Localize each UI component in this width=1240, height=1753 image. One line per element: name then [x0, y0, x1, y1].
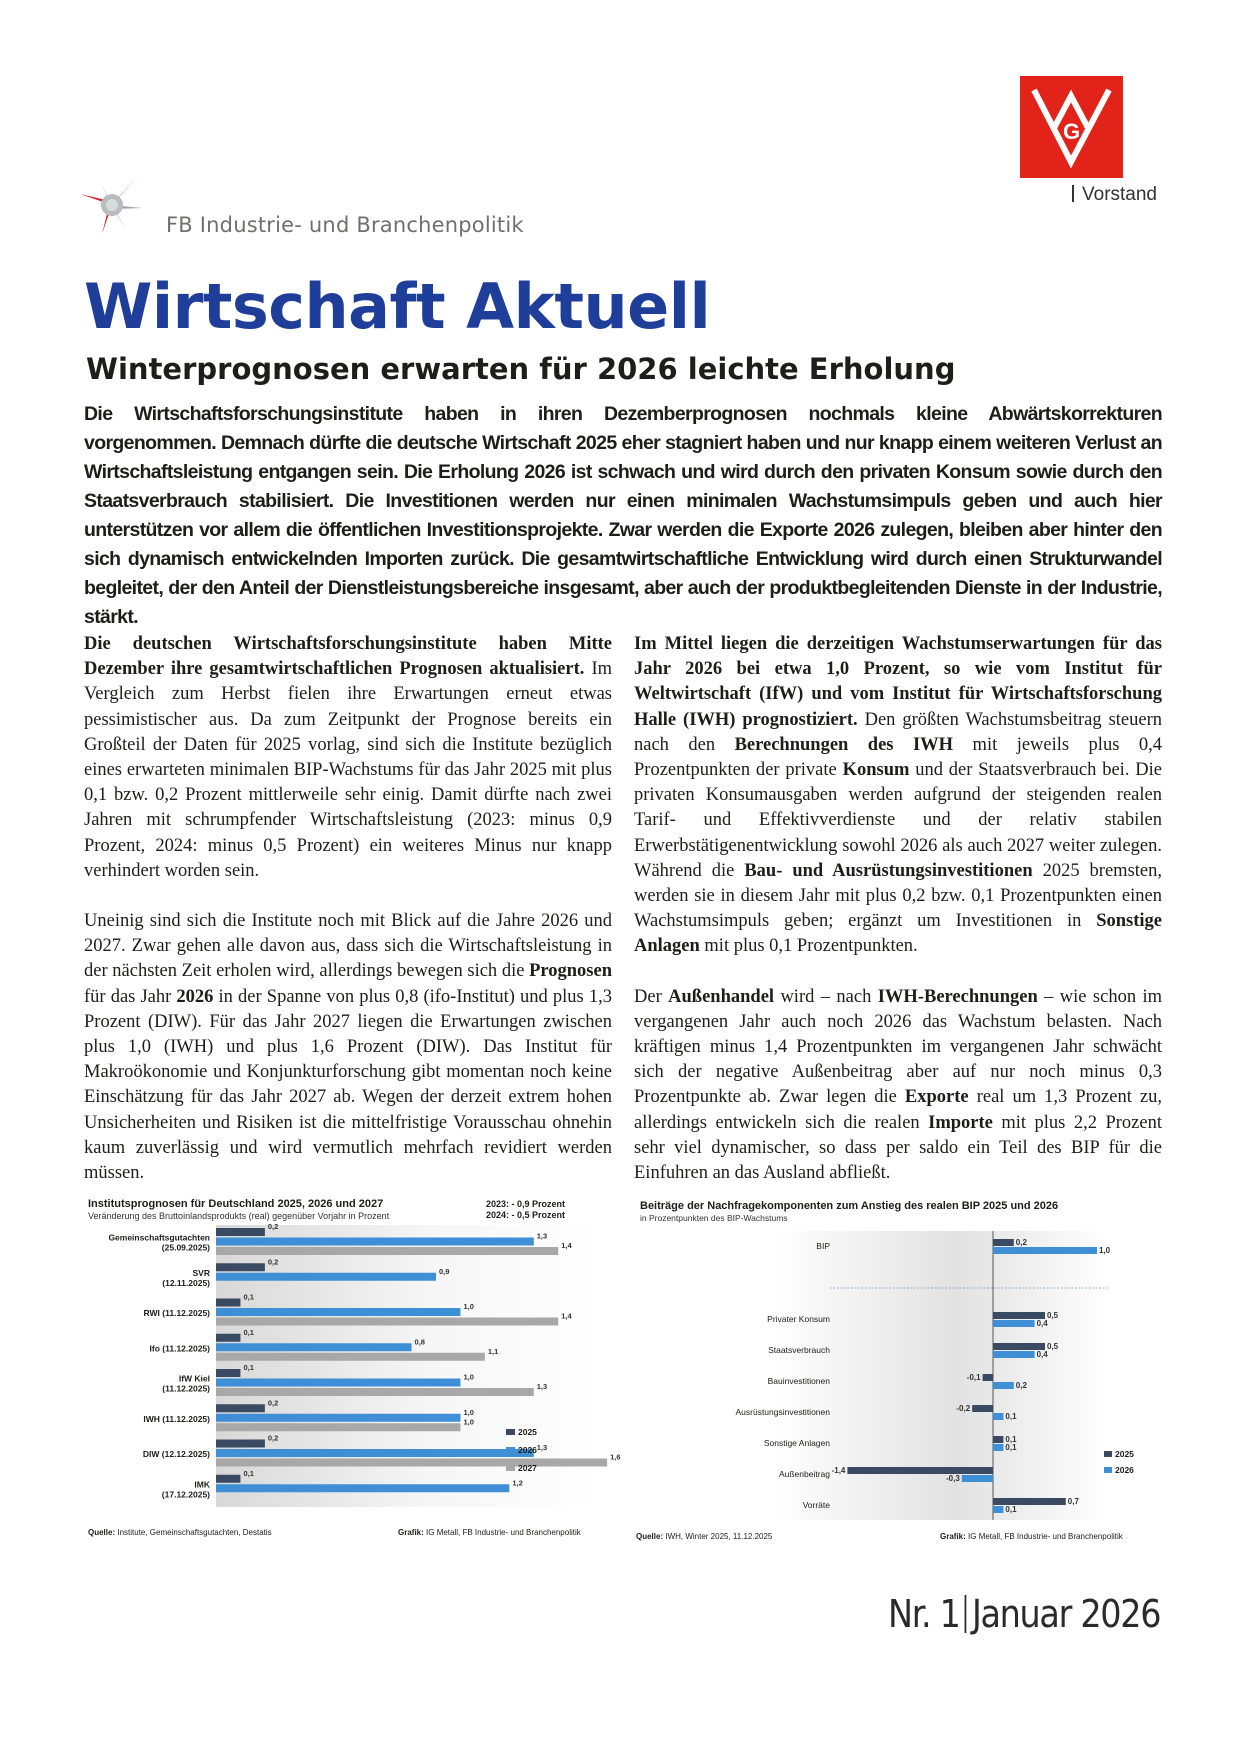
bar-value-label: 0,9: [439, 1266, 450, 1276]
bar-value-label: 1,3: [536, 1231, 548, 1241]
category-label: IWH (11.12.2025): [143, 1413, 210, 1424]
p4-bold-3: Exporte: [904, 1087, 969, 1108]
bar-2026: [993, 1320, 1035, 1327]
category-label: (25.09.2025): [161, 1242, 210, 1253]
p2-text-c: für das Jahr: [84, 986, 177, 1007]
p3-bold-3: Bau- und Ausrüstungsinvestitionen: [744, 860, 1033, 881]
category-label: (12.11.2025): [162, 1277, 210, 1288]
bar-2025: [216, 1440, 265, 1448]
p3-bold-2: Konsum: [842, 760, 910, 781]
p3-text-f: mit plus 0,1 Prozentpunkten.: [699, 936, 918, 957]
bar-value-label: 1,1: [487, 1346, 499, 1356]
bar-2027: [216, 1388, 534, 1396]
bar-2025: [983, 1374, 993, 1381]
category-label: DIW (12.12.2025): [142, 1449, 210, 1460]
body-column-right: [634, 632, 1162, 1211]
bar-2025: [972, 1405, 993, 1412]
demand-contribution-chart: [630, 1195, 1170, 1555]
chart-title: Institutsprognosen für Deutschland 2025, 2026 und 2027: [88, 1198, 384, 1210]
category-label: SVR: [192, 1267, 210, 1278]
bar-2025: [993, 1312, 1045, 1319]
bar-value-label: 0,2: [1015, 1238, 1027, 1247]
bar-value-label: -0,3: [946, 1474, 960, 1483]
paragraph-3: [634, 632, 1162, 960]
bar-value-label: -1,4: [831, 1466, 846, 1475]
issue-date: Januar 2026: [971, 1592, 1161, 1636]
bar-2025: [847, 1467, 993, 1474]
bar-value-label: 0,5: [1047, 1311, 1059, 1320]
category-label: Sonstige Anlagen: [763, 1438, 830, 1448]
bar-2026: [216, 1379, 460, 1387]
source-label: Quelle:: [636, 1532, 664, 1541]
category-label: Außenbeitrag: [778, 1469, 830, 1479]
bar-2026: [216, 1449, 534, 1457]
category-label: Staatsverbrauch: [768, 1345, 830, 1355]
bar-value-label: 1,4: [561, 1311, 572, 1321]
bar-value-label: 1,0: [463, 1407, 474, 1417]
bar-value-label: 0,1: [243, 1363, 254, 1372]
bar-2025: [216, 1404, 265, 1412]
p2-text-a: Uneinig sind sich die Institute noch mit Blick auf die Jahre 2026 und 2027. Zwar gehen alle davon aus, dass sich die Wirtschaftsleistung in der nächsten Zeit erholen wird, allerdings bewegen sich die: [84, 911, 612, 982]
legend-swatch: [506, 1429, 515, 1435]
bar-value-label: 1,0: [463, 1372, 474, 1382]
bar-value-label: 0,1: [1005, 1443, 1017, 1452]
category-label: (17.12.2025): [161, 1489, 210, 1500]
p3-text-a: Den größten Wachstumsbeitrag steuern nach den: [634, 709, 1162, 755]
bar-2026: [216, 1238, 534, 1246]
bar-value-label: 0,7: [1067, 1497, 1079, 1506]
logo-lettering: G: [1062, 119, 1081, 144]
bar-2027: [216, 1423, 460, 1431]
bar-2025: [216, 1228, 265, 1236]
chart-note: 2023: - 0,9 Prozent: [486, 1199, 566, 1209]
p1-bold: Die deutschen Wirtschaftsforschungsinstitute haben Mitte Dezember ihre gesamtwirtschaftlichen Prognosen aktualisiert.: [84, 634, 612, 680]
ig-metall-logo: [1020, 76, 1123, 178]
p3-bold: Im Mittel liegen die derzeitigen Wachstumserwartungen für das Jahr 2026 bei etwa 1,0 Prozent, so wie vom Institut für Weltwirtschaft (IfW) und vom Institut für Wirtschaftsforschung Halle (IWH) prognostiziert.: [634, 634, 1162, 730]
vorstand-label: [1072, 184, 1157, 206]
p4-text-f: mit plus 2,2 Prozent sehr viel dynamischer, so dass per saldo ein Teil des BIP für die Einfuhren an das Ausland abfließt.: [634, 1112, 1162, 1184]
legend-label: 2025: [1115, 1449, 1134, 1459]
bar-value-label: 1,2: [512, 1478, 523, 1488]
institute-forecast-chart: [84, 1195, 621, 1555]
bar-value-label: 0,2: [1015, 1381, 1027, 1390]
bar-value-label: 0,1: [1005, 1505, 1017, 1514]
bar-2026: [216, 1308, 460, 1316]
chart-subtitle: in Prozentpunkten des BIP-Wachstums: [640, 1213, 788, 1223]
p2-bold-2: 2026: [176, 986, 214, 1007]
p4-text-d: – wie schon im vergangenen Jahr auch noch 2026 das Wachstum belasten. Nach kräftigen minus 1,4 Prozentpunkten im vergangenen Jahr schwächt sich der negative Außenbeitrag aber auf nur noch minus 0,3 Prozentpunkte ab. Zwar legen die: [634, 986, 1162, 1108]
category-label: Vorräte: [802, 1500, 830, 1510]
legend-swatch: [506, 1447, 515, 1453]
legend-label: 2026: [1115, 1465, 1134, 1475]
legend-swatch: [1104, 1467, 1112, 1473]
category-label: Ausrüstungsinvestitionen: [735, 1407, 830, 1417]
p3-text-c: mit jeweils plus 0,4 Prozentpunkten der private: [634, 734, 1162, 781]
chart-credit: [940, 1532, 1124, 1541]
p3-bold-1: Berechnungen des IWH: [734, 734, 954, 755]
bar-value-label: 0,8: [414, 1337, 425, 1347]
bar-value-label: 0,2: [267, 1222, 279, 1231]
bar-value-label: 0,2: [267, 1398, 279, 1408]
bar-value-label: 1,4: [561, 1241, 572, 1250]
bar-value-label: 1,0: [463, 1302, 474, 1311]
bar-value-label: 1,0: [463, 1417, 474, 1427]
legend-swatch: [506, 1465, 515, 1471]
category-label: Bauinvestitionen: [767, 1376, 830, 1386]
paragraph-1: [84, 632, 612, 884]
category-label: IfW Kiel: [178, 1373, 210, 1384]
bar-value-label: 0,1: [243, 1327, 254, 1337]
bar-2026: [993, 1382, 1014, 1389]
body-column-left: [84, 632, 612, 1211]
legend-label: 2025: [518, 1427, 537, 1437]
bar-value-label: 0,1: [243, 1468, 254, 1478]
chart-title: Beiträge der Nachfragekomponenten zum Anstieg des realen BIP 2025 und 2026: [640, 1200, 1059, 1212]
source-text: IWH, Winter 2025, 11.12.2025: [663, 1532, 773, 1541]
bar-2025: [993, 1343, 1045, 1350]
bar-2025: [993, 1239, 1014, 1246]
bar-2027: [216, 1318, 558, 1326]
newsletter-title: Wirtschaft Aktuell: [84, 270, 711, 343]
bar-2025: [216, 1299, 240, 1307]
category-label: Ifo (11.12.2025): [149, 1343, 210, 1354]
credit-label: Grafik:: [398, 1528, 424, 1537]
issue-label: Nr. 1: [888, 1592, 960, 1636]
category-label: Privater Konsum: [767, 1314, 830, 1324]
p4-bold-4: Importe: [928, 1112, 993, 1133]
bar-value-label: 0,1: [1005, 1412, 1017, 1421]
category-label: IMK: [194, 1479, 210, 1490]
source-text: Institute, Gemeinschaftsgutachten, Destatis: [115, 1528, 272, 1537]
bar-value-label: 1,3: [536, 1382, 548, 1391]
p4-text-e: real um 1,3 Prozent zu, allerdings entwickeln sich die realen: [634, 1087, 1162, 1133]
p1-text: Im Vergleich zum Herbst fielen ihre Erwartungen erneut etwas pessimistischer aus. Da zum Zeitpunkt der Prognose bereits ein Großteil der Daten für 2025 vorlag, sind sich die Institute bezüglich eines erwarteten minimalen BIP-Wachstums für das Jahr 2025 mit plus 0,1 bzw. 0,2 Prozent mittlerweile sehr einig. Damit dürfte nach zwei Jahren mit schrumpfender Wirtschaftsleistung (2023: minus 0,9 Prozent, 2024: minus 0,5 Prozent) ein weiteres Minus nur knapp verhindert worden sein.: [84, 659, 612, 881]
compass-star-icon: [72, 172, 152, 238]
chart-credit: [398, 1528, 582, 1537]
bar-2026: [993, 1247, 1097, 1254]
bar-value-label: 1,3: [536, 1443, 548, 1452]
bar-2025: [216, 1369, 240, 1377]
category-label: Gemeinschaftsgutachten: [108, 1232, 210, 1243]
p4-text-a: Der: [634, 986, 669, 1007]
category-label: (11.12.2025): [162, 1383, 210, 1394]
bar-2025: [216, 1263, 265, 1271]
bar-value-label: 0,2: [267, 1433, 279, 1443]
legend-label: 2027: [518, 1463, 537, 1473]
category-label: BIP: [816, 1241, 830, 1251]
category-label: RWI (11.12.2025): [143, 1308, 210, 1319]
chart-note: 2024: - 0,5 Prozent: [486, 1210, 566, 1220]
bar-value-label: 1,0: [1099, 1246, 1111, 1255]
p4-text-c: wird – nach: [774, 986, 878, 1007]
bar-2025: [216, 1334, 240, 1342]
bar-2027: [216, 1247, 558, 1255]
bar-2025: [216, 1475, 240, 1483]
department-name: FB Industrie- und Branchenpolitik: [166, 213, 524, 237]
bar-2027: [216, 1459, 607, 1467]
chart-source: [88, 1528, 272, 1537]
bar-2026: [216, 1414, 460, 1422]
chart-subtitle: Veränderung des Bruttoinlandsprodukts (real) gegenüber Vorjahr in Prozent: [88, 1211, 390, 1221]
legend-label: 2026: [518, 1445, 537, 1455]
bar-2026: [993, 1506, 1003, 1513]
chart-source: [636, 1532, 773, 1541]
bar-2026: [993, 1444, 1003, 1451]
bar-2026: [993, 1413, 1003, 1420]
bar-value-label: -0,1: [966, 1373, 981, 1382]
bar-value-label: 1,6: [610, 1452, 621, 1462]
paragraph-4: [634, 985, 1162, 1187]
credit-text: IG Metall, FB Industrie- und Branchenpolitik: [423, 1528, 581, 1537]
issue-number: [888, 1592, 1160, 1636]
lead-paragraph: Die Wirtschaftsforschungsinstitute haben in ihren Dezemberprognosen nochmals kleine Abwärtskorrekturen vorgenommen. Demnach dürfte die deutsche Wirtschaft 2025 eher stagniert haben und nur knapp einem weiteren Verlust an Wirtschaftsleistung entgangen sein. Die Erholung 2026 ist schwach und wird durch den privaten Konsum sowie durch den Staatsverbrauch stabilisiert. Die Investitionen werden nur einen minimalen Wachstumsimpuls geben und auch hier unterstützen vor allem die öffentlichen Investitionsprojekte. Zwar werden die Exporte 2026 zulegen, bleiben aber hinter den sich dynamisch entwickelnden Importen zurück. Die gesamtwirtschaftliche Entwicklung wird durch einen Strukturwandel begleitet, der den Anteil der Dienstleistungsbereiche insgesamt, aber auch der produktbegleitenden Dienste in der Industrie, stärkt.: [84, 403, 1162, 628]
bar-value-label: 0,2: [267, 1257, 279, 1267]
paragraph-2: [84, 909, 612, 1186]
p4-bold-2: IWH-Berechnungen: [877, 986, 1038, 1007]
bar-2026: [993, 1351, 1035, 1358]
credit-label: Grafik:: [940, 1532, 966, 1541]
bar-value-label: 0,1: [243, 1292, 254, 1302]
bar-2026: [216, 1273, 436, 1281]
bar-2026: [216, 1484, 509, 1492]
bar-2026: [216, 1343, 412, 1351]
legend-swatch: [1104, 1451, 1112, 1457]
bar-2026: [962, 1475, 993, 1482]
p3-text-e: 2025 bremsten, werden sie in diesem Jahr mit plus 0,2 bzw. 0,1 Prozentpunkten einen Wachstumsimpuls geben; ergänzt um Investitionen in: [634, 860, 1162, 932]
vorstand-text: Vorstand: [1082, 184, 1157, 205]
p2-text-d: in der Spanne von plus 0,8 (ifo-Institut) und plus 1,3 Prozent (DIW). Für das Jahr 2027 liegen die Erwartungen zwischen plus 1,0 (IWH) und plus 1,6 Prozent (DIW). Das Institut für Makroökonomie und Konjunkturforschung gibt momentan noch keine Einschätzung für das Jahr 2027 ab. Wegen der derzeit extrem hohen Unsicherheiten und Risiken ist die mittelfristige Vorausschau ohnehin kaum zuverlässig und wird vermutlich mehrfach revidiert werden müssen.: [84, 986, 612, 1184]
bar-value-label: 0,5: [1047, 1342, 1059, 1351]
bar-2027: [216, 1353, 485, 1361]
p2-bold-1: Prognosen: [529, 961, 612, 982]
article-headline: Winterprognosen erwarten für 2026 leichte Erholung: [86, 352, 956, 386]
bar-2025: [993, 1436, 1003, 1443]
bar-value-label: 0,1: [1005, 1435, 1017, 1444]
bar-value-label: 0,4: [1036, 1350, 1048, 1359]
source-label: Quelle:: [88, 1528, 116, 1537]
bar-value-label: -0,2: [956, 1404, 971, 1413]
p3-text-d: und der Staatsverbrauch bei. Die privaten Konsumausgaben werden aufgrund der steigenden realen Tarif- und Effektivverdienste und der relativ stabilen Erwerbstätigenentwicklung sowohl 2026 als auch 2027 weiter zulegen. Während die: [634, 760, 1162, 881]
ig-metall-logo-icon: [1020, 76, 1123, 178]
p3-bold-4: Sonstige Anlagen: [634, 911, 1162, 957]
bar-value-label: 0,4: [1036, 1319, 1048, 1328]
p4-bold-1: Außenhandel: [668, 986, 775, 1007]
bar-2025: [993, 1498, 1066, 1505]
credit-text: IG Metall, FB Industrie- und Branchenpolitik: [965, 1532, 1123, 1541]
